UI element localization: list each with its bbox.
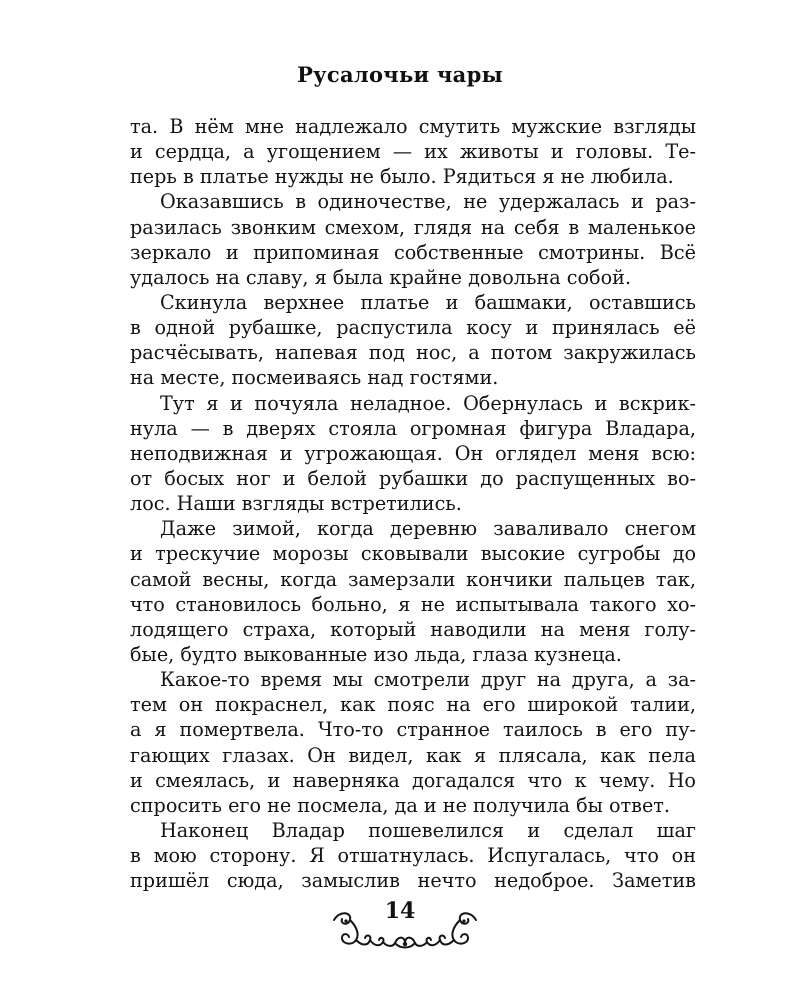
text-line: Скинула верхнее платье и башмаки, оставшись bbox=[160, 290, 696, 314]
running-head-title: Русалочьи чары bbox=[297, 62, 503, 87]
text-line: бые, будто выкованные изо льда, глаза кузнеца. bbox=[130, 642, 622, 666]
page-number: 14 bbox=[384, 898, 416, 924]
text-line: перь в платье нужды не было. Рядиться я не любила. bbox=[130, 165, 674, 189]
text-line: и смеялась, и наверняка догадался что к чему. Но bbox=[130, 768, 696, 792]
page-footer bbox=[0, 898, 800, 958]
text-line: тем он покраснел, как пояс на его широкой талии, bbox=[130, 693, 696, 717]
text-line: и сердца, а угощением — их животы и головы. Те- bbox=[130, 140, 696, 164]
text-line: Наконец Владар пошевелился и сделал шаг bbox=[160, 818, 696, 842]
text-line: гающих глазах. Он видел, как я плясала, как пела bbox=[130, 743, 696, 767]
text-line: неподвижная и угрожающая. Он оглядел меня всю: bbox=[130, 441, 696, 465]
text-line: лос. Наши взгляды встретились. bbox=[130, 492, 462, 516]
text-line: Тут я и почуяла неладное. Обернулась и вскрик- bbox=[160, 391, 696, 415]
text-line: Даже зимой, когда деревню заваливало снегом bbox=[160, 517, 696, 541]
text-line: а я помертвела. Что-то странное таилось в его пу- bbox=[130, 718, 696, 742]
text-line: разилась звонким смехом, глядя на себя в маленькое bbox=[130, 215, 696, 239]
text-line: лодящего страха, который наводили на меня голу- bbox=[130, 617, 696, 641]
text-line: в одной рубашке, распустила косу и принялась её bbox=[130, 316, 696, 340]
scroll-flourish-ornament-icon bbox=[330, 906, 480, 951]
text-line: спросить его не посмела, да и не получила бы ответ. bbox=[130, 793, 671, 817]
body-text bbox=[130, 114, 696, 893]
text-line: расчёсывать, напевая под нос, а потом закружилась bbox=[130, 341, 696, 365]
text-line: самой весны, когда замерзали кончики пальцев так, bbox=[130, 567, 696, 591]
text-line: Оказавшись в одиночестве, не удержалась и раз- bbox=[160, 190, 696, 214]
text-line: и трескучие морозы сковывали высокие сугробы до bbox=[130, 542, 696, 566]
text-line: Какое-то время мы смотрели друг на друга, а за- bbox=[160, 668, 696, 692]
text-line: что становилось больно, я не испытывала такого хо- bbox=[130, 592, 696, 616]
text-line: на месте, посмеиваясь над гостями. bbox=[130, 366, 499, 390]
text-line: пришёл сюда, замыслив нечто недоброе. Заметив bbox=[130, 869, 696, 893]
text-line: в мою сторону. Я отшатнулась. Испугалась, что он bbox=[130, 844, 696, 868]
text-line: удалось на славу, я была крайне довольна собой. bbox=[130, 265, 632, 289]
text-line: от босых ног и белой рубашки до распущенных во- bbox=[130, 466, 696, 490]
text-line: та. В нём мне надлежало смутить мужские взгляды bbox=[130, 115, 696, 138]
text-line: зеркало и припоминая собственные смотрины. Всё bbox=[130, 240, 696, 264]
text-line: нула — в дверях стояла огромная фигура Владара, bbox=[130, 416, 696, 440]
